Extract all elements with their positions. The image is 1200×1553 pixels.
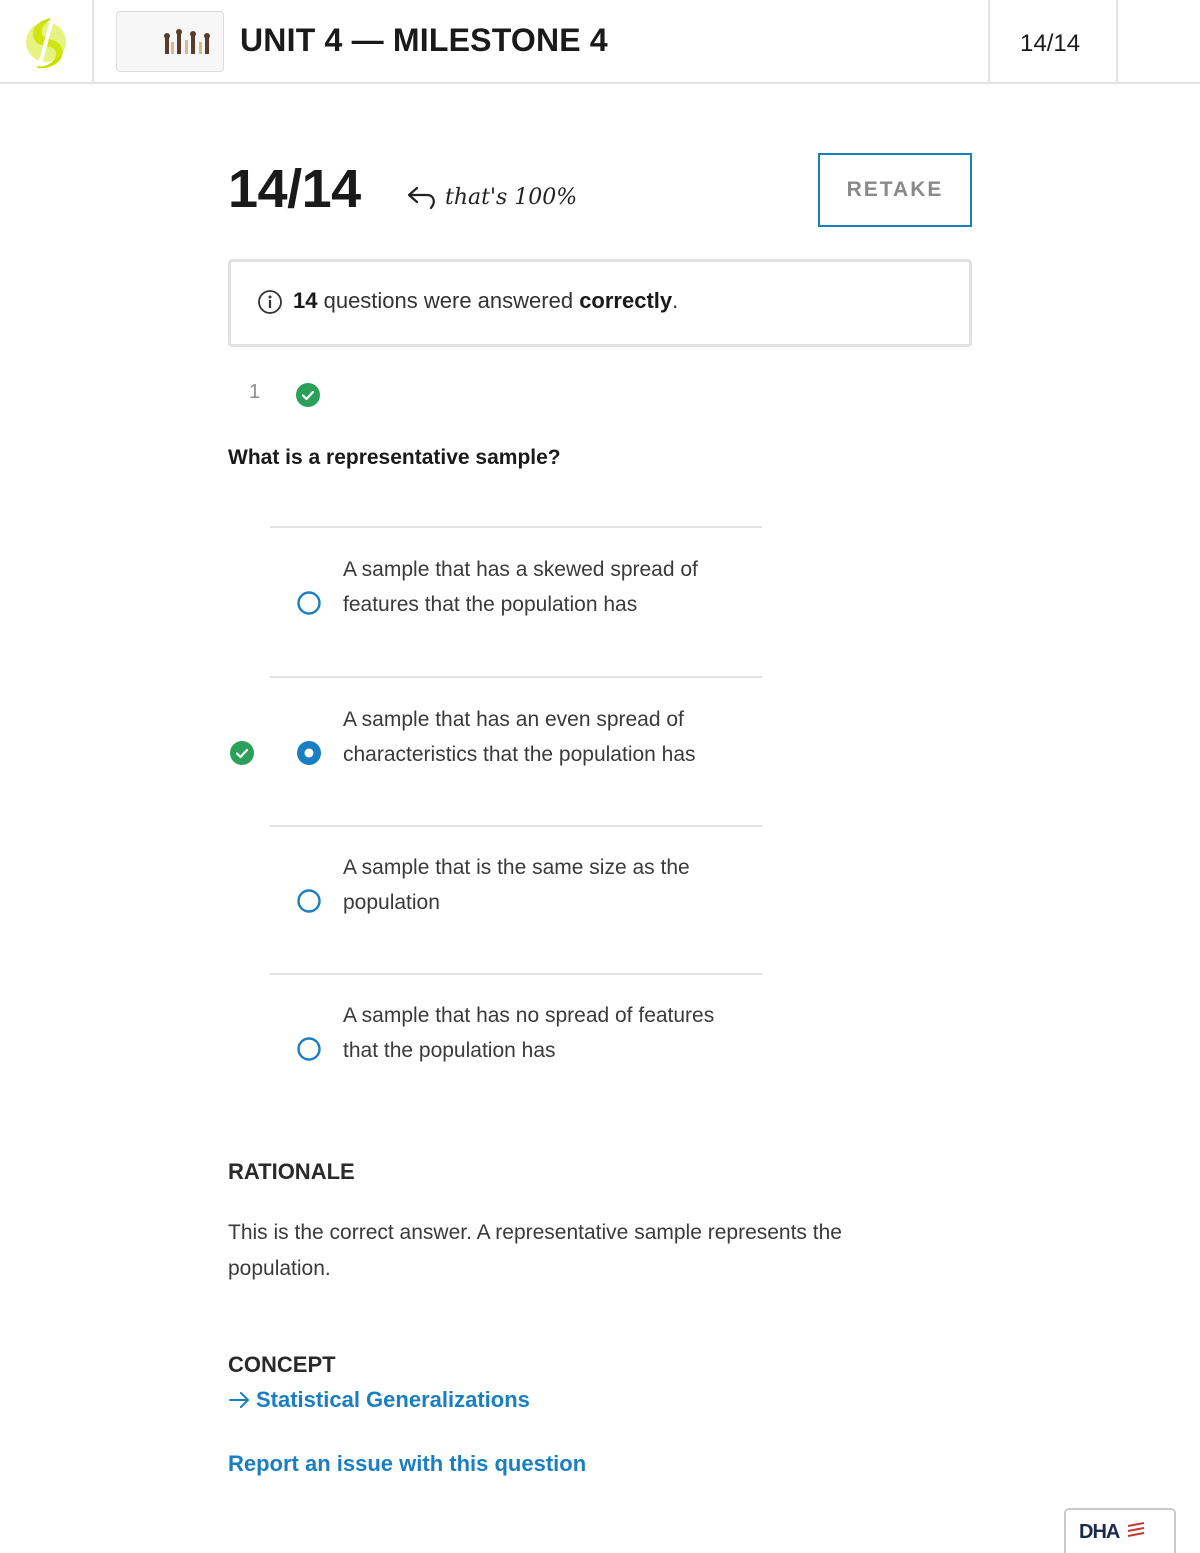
option-divider	[270, 825, 762, 827]
answer-option-2[interactable]: A sample that has an even spread of characteristics that the population has	[343, 708, 696, 766]
option-divider	[270, 676, 762, 678]
dha-badge	[1064, 1508, 1176, 1553]
radio-empty-icon[interactable]	[296, 1036, 322, 1062]
question-prompt: What is a representative sample?	[228, 446, 561, 469]
correct-check-icon	[295, 382, 321, 408]
summary-box	[228, 259, 972, 347]
top-bar	[0, 0, 1200, 84]
option-divider	[270, 973, 762, 975]
info-icon	[257, 289, 283, 315]
big-score: 14/14	[228, 159, 361, 219]
summary-end: .	[672, 288, 679, 313]
sophia-logo-icon	[22, 14, 70, 70]
report-issue-link[interactable]: Report an issue with this question	[228, 1451, 587, 1476]
chess-pieces-thumbnail	[161, 28, 217, 58]
answer-option-3[interactable]: A sample that is the same size as the population	[343, 856, 690, 914]
concept-label: CONCEPT	[228, 1352, 336, 1377]
concept-link[interactable]	[228, 1387, 530, 1413]
answer-option-4[interactable]: A sample that has no spread of features that the population has	[343, 1004, 715, 1062]
summary-count: 14	[293, 288, 318, 313]
retake-button[interactable]: RETAKE	[818, 153, 972, 227]
radio-empty-icon[interactable]	[296, 590, 322, 616]
curved-arrow-icon	[405, 184, 439, 210]
dha-badge-text: DHA	[1079, 1521, 1120, 1543]
question-number: 1	[249, 381, 261, 403]
summary-bold: correctly	[579, 288, 673, 313]
option-divider	[270, 526, 762, 528]
rationale-label: RATIONALE	[228, 1159, 355, 1184]
radio-selected-icon[interactable]	[296, 740, 322, 766]
score-note	[405, 184, 577, 210]
concept-link-text[interactable]: Statistical Generalizations	[256, 1387, 530, 1412]
header-score: 14/14	[1020, 30, 1081, 57]
correct-answer-check-icon	[229, 740, 255, 766]
rationale-text: This is the correct answer. A representative sample represents the population.	[228, 1221, 842, 1280]
unit-title: UNIT 4 — MILESTONE 4	[240, 22, 608, 58]
summary-mid: questions were answered	[317, 288, 580, 313]
logo-cell[interactable]	[0, 0, 94, 84]
flag-stripes-icon	[1126, 1522, 1146, 1540]
score-note-text: that's 100%	[445, 184, 578, 210]
answer-option-1[interactable]: A sample that has a skewed spread of features that the population has	[343, 558, 698, 616]
arrow-right-icon	[228, 1390, 252, 1410]
radio-empty-icon[interactable]	[296, 888, 322, 914]
header-score-cell	[988, 0, 1118, 84]
unit-thumbnail	[116, 11, 224, 72]
summary-text	[293, 288, 678, 314]
